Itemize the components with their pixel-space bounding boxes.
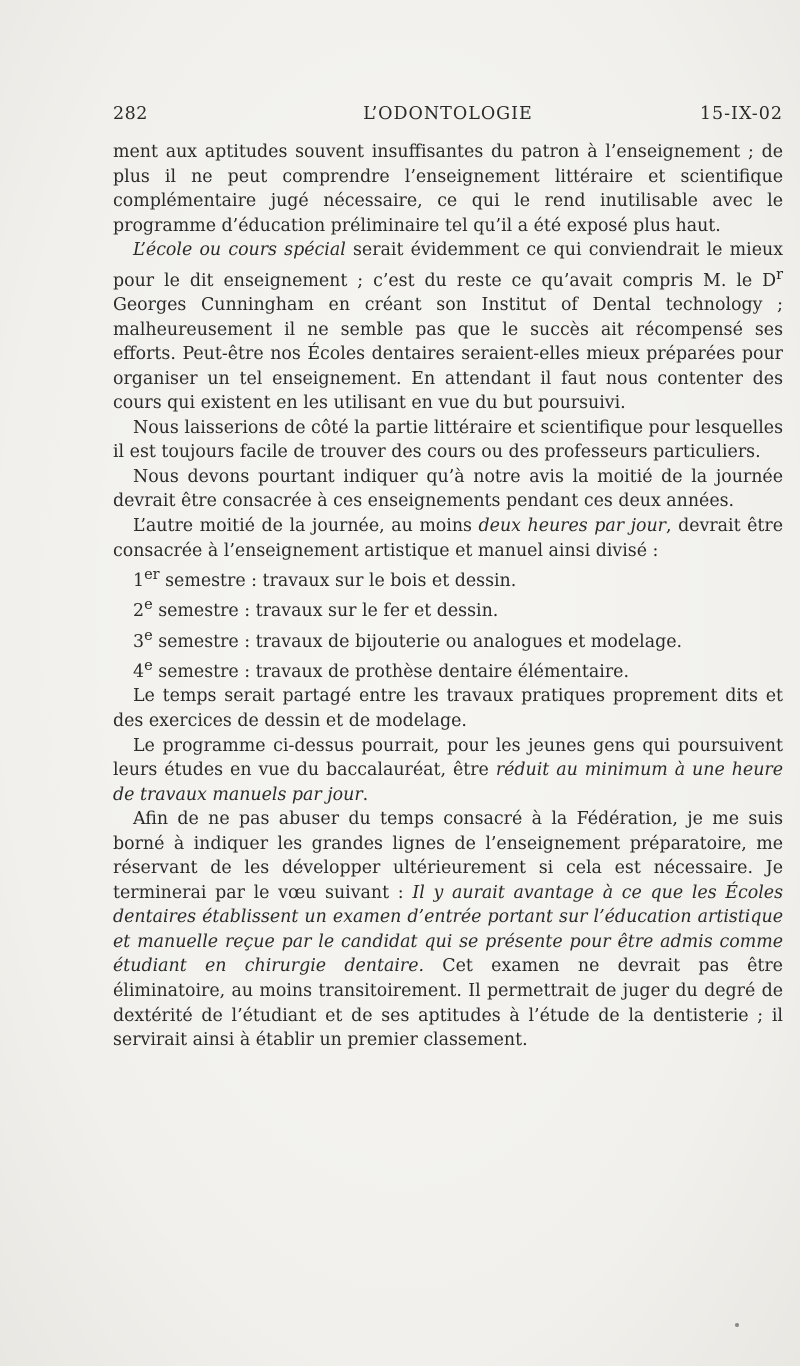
paragraph-11-text-a: Le programme ci-dessus pourrait, pour les jeunes gens qui poursuivent leurs études en vue du baccalauréat, être <box>113 735 783 781</box>
paragraph-11 <box>113 734 783 808</box>
page-number: 282 <box>113 104 148 124</box>
paragraph-11-text-b: . <box>362 784 369 805</box>
paragraph-2 <box>113 238 783 416</box>
ink-speck <box>735 1323 739 1327</box>
semester-ordinal: e <box>144 627 153 644</box>
semester-item <box>113 563 783 593</box>
paragraph-1: ment aux aptitudes souvent insuffisantes du patron à l’enseignement ; de plus il ne peut comprendre l’enseignement littéraire et scientifique complémentaire jugé nécessaire, ce qui le rend inutilisable avec le programme d’éducation préliminaire tel qu’il a été exposé plus haut. <box>113 142 783 236</box>
running-head <box>113 104 783 130</box>
paragraph-5-italic: deux heures par jour <box>478 516 666 536</box>
semester-number: 2 <box>133 601 145 622</box>
paragraph-2-text-b: Georges Cunningham en créant son Institut of Dental technology ; malheureusement il ne semble pas que le succès ait récompensé ses efforts. Peut-être nos Écoles dentaires seraient-elles mieux préparées pour organiser un tel enseignement. En attendant il faut nous contenter des cours qui existent en les utilisant en vue du but poursuivi. <box>113 295 783 414</box>
semester-text: semestre : travaux sur le bois et dessin. <box>159 570 517 591</box>
paragraph-2-superscript: r <box>776 266 783 283</box>
paragraph-5 <box>113 514 783 563</box>
paragraph-2-italic: L’école ou cours spécial <box>133 240 346 261</box>
semester-number: 4 <box>133 661 145 682</box>
semester-text: semestre : travaux de prothèse dentaire élémentaire. <box>152 661 629 682</box>
semester-item <box>113 654 783 684</box>
paragraph-3: Nous laisserions de côté la partie littéraire et scientifique pour lesquelles il est toujours facile de trouver des cours ou des professeurs particuliers. <box>113 417 783 463</box>
paragraph-5-text-a: L’autre moitié de la journée, au moins <box>133 516 479 536</box>
semester-text: semestre : travaux de bijouterie ou analogues et modelage. <box>152 631 683 652</box>
semester-number: 1 <box>133 570 145 591</box>
paragraph-12 <box>113 807 783 1052</box>
semester-ordinal: er <box>144 567 160 584</box>
paragraph-11-italic: réduit au minimum à une heure de travaux manuels par jour <box>113 760 783 805</box>
issue-date: 15-IX-02 <box>699 104 783 124</box>
semester-ordinal: e <box>144 658 153 675</box>
paragraph-2-text-a: serait évidemment ce qui conviendrait le mieux pour le dit enseignement ; c’est du reste ce qu’avait compris M. le D <box>113 240 783 291</box>
journal-title: L’ODONTOLOGIE <box>363 104 533 124</box>
paragraph-12-text-b: Cet examen ne devrait pas être éliminatoire, au moins transitoirement. Il permettrait de juger du degré de dextérité de l’étudiant et de ses aptitudes à l’étude de la dentisterie ; il servirait ainsi à établir un premier classement. <box>113 956 783 1051</box>
semester-number: 3 <box>133 631 145 652</box>
paragraph-5-text-b: , devrait être consacrée à l’enseignement artistique et manuel ainsi divisé : <box>113 516 783 561</box>
body-text <box>113 140 783 1053</box>
paragraph-12-text-a: Afin de ne pas abuser du temps consacré à la Fédération, je me suis borné à indiquer les grandes lignes de l’enseignement préparatoire, me réservant de les développer ultérieurement si cela est nécessaire. Je terminerai par le vœu suivant : <box>113 809 783 903</box>
paragraph-4: Nous devons pourtant indiquer qu’à notre avis la moitié de la journée devrait être consacrée à ces enseignements pendant ces deux années. <box>113 466 783 512</box>
semester-item <box>113 593 783 623</box>
paragraph-10: Le temps serait partagé entre les travaux pratiques proprement dits et des exercices de dessin et de modelage. <box>113 686 783 732</box>
semester-text: semestre : travaux sur le fer et dessin. <box>152 601 499 622</box>
paragraph-12-italic: Il y aurait avantage à ce que les Écoles dentaires établissent un examen d’entrée portant sur l’éducation artistique et manuelle reçue par le candidat qui se présente pour être admis comme étudiant en chirurgie dentaire. <box>113 882 783 977</box>
semester-item <box>113 624 783 654</box>
semester-ordinal: e <box>144 597 153 614</box>
